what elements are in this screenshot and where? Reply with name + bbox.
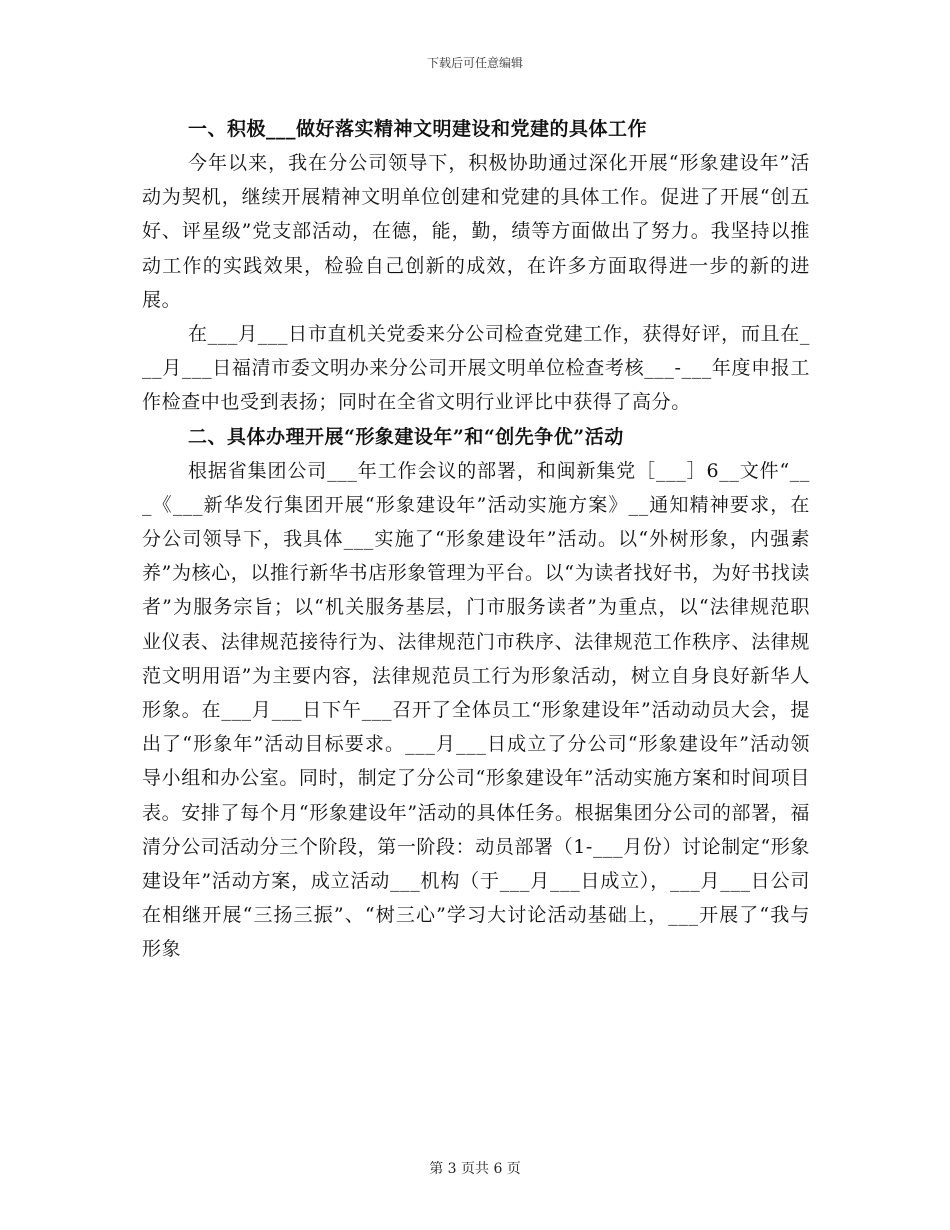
page-header: 下载后可任意编辑 <box>426 56 523 70</box>
section-heading-2: 二、具体办理开展“形象建设年”和“创先争优”活动 <box>188 425 624 448</box>
paragraph: 在___月___日市直机关党委来分公司检查党建工作，获得好评，而且在___月___日福清市委文明办来分公司开展文明单位检查考核___-___年度申报工作检查中也受到表扬；同时在全省文明行业评比中获得了高分。 <box>142 323 810 414</box>
paragraph: 根据省集团公司___年工作会议的部署，和闽新集党［___］6__文件“___《___新华发行集团开展“形象建设年”活动实施方案》__通知精神要求，在分公司领导下，我具体___实施了“形象建设年”活动。以“外树形象，内强素养”为核心，以推行新华书店形象管理为平台。以“为读者找好书，为好书找读者”为服务宗旨；以“机关服务基层，门市服务读者”为重点，以“法律规范职业仪表、法律规范接待行为、法律规范门市秩序、法律规范工作秩序、法律规范文明用语”为主要内容，法律规范员工行为形象活动，树立自身良好新华人形象。在___月___日下午___召开了全体员工“形象建设年”活动动员大会，提出了“形象年”活动目标要求。___月___日成立了分公司“形象建设年”活动领导小组和办公室。同时，制定了分公司“形象建设年”活动实施方案和时间项目表。安排了每个月“形象建设年”活动的具体任务。根据集团分公司的部署，福清分公司活动分三个阶段，第一阶段：动员部署（1-___月份）讨论制定“形象建设年”活动方案，成立活动___机构（于___月___日成立），___月___日公司在相继开展“三扬三振”、“树三心”学习大讨论活动基础上，___开展了“我与形象 <box>142 459 810 961</box>
page-number: 第 3 页共 6 页 <box>429 1161 521 1177</box>
document-body <box>142 112 810 967</box>
section-heading-1: 一、积极___做好落实精神文明建设和党建的具体工作 <box>188 118 648 140</box>
paragraph: 今年以来，我在分公司领导下，积极协助通过深化开展“形象建设年”活动为契机，继续开展精神文明单位创建和党建的具体工作。促进了开展“创五好、评星级”党支部活动，在德，能，勤，绩等方面做出了努力。我坚持以推动工作的实践效果，检验自己创新的成效，在许多方面取得进一步的新的进展。 <box>142 152 810 311</box>
